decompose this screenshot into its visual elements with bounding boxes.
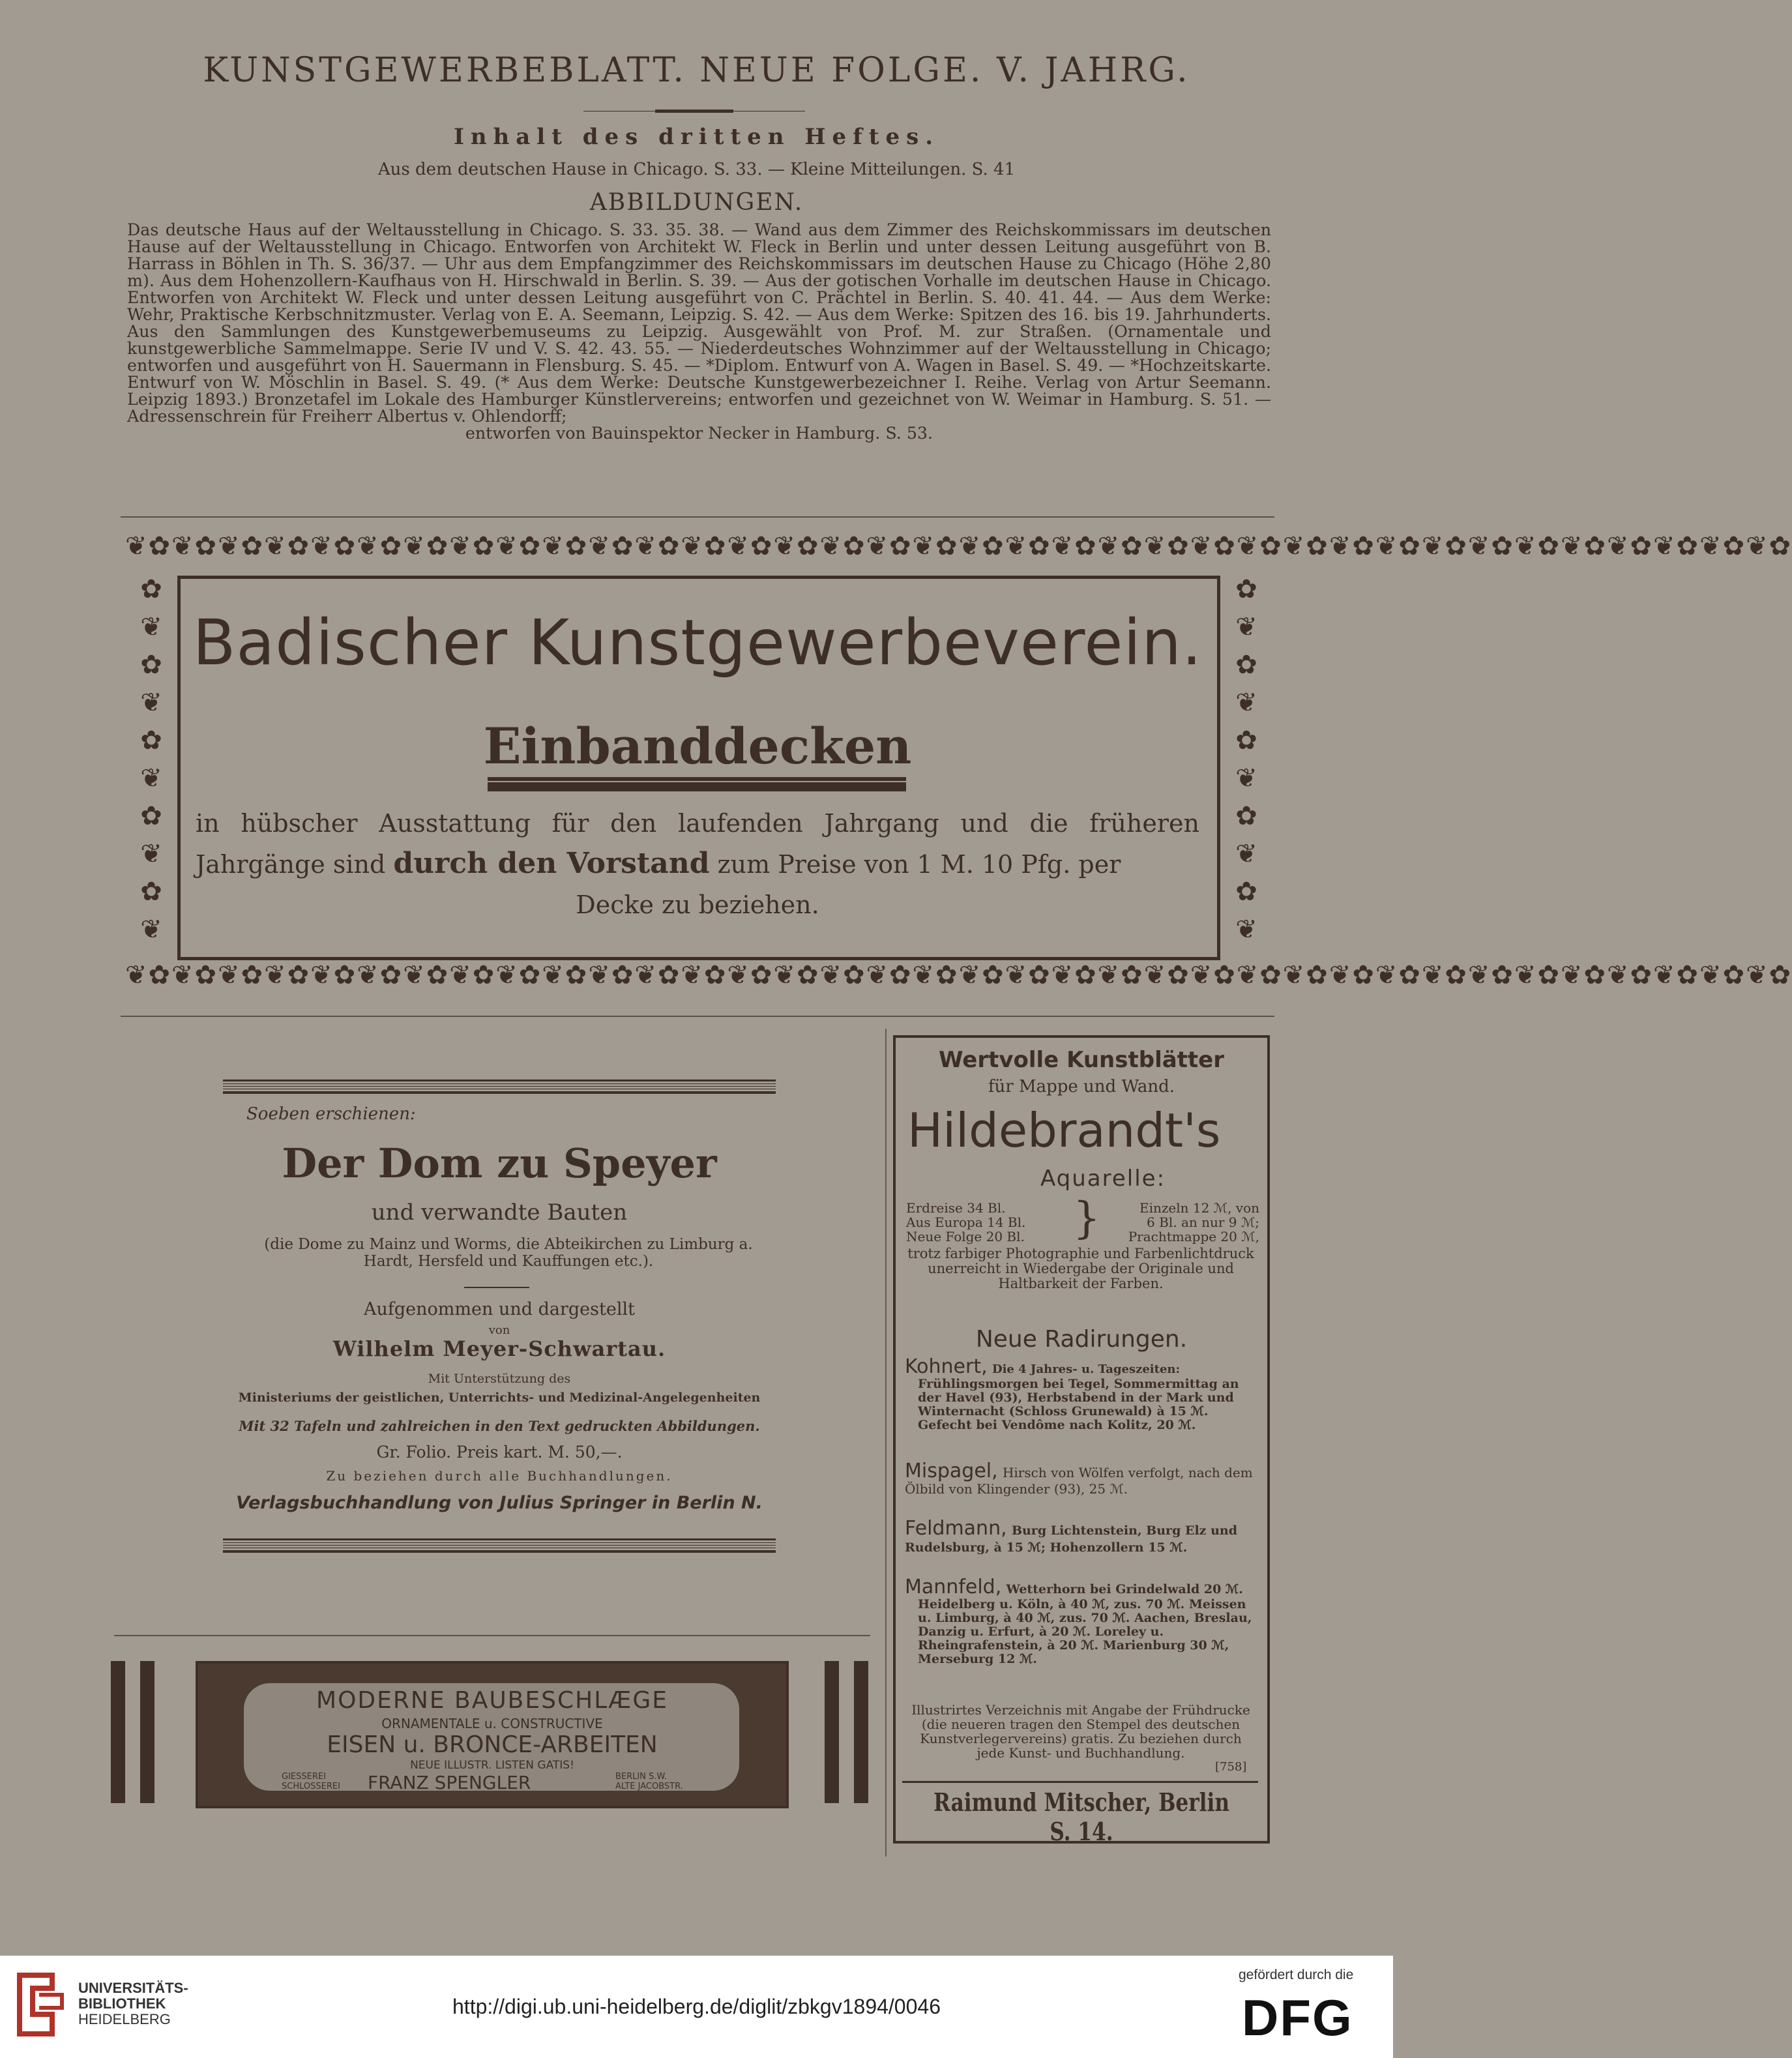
dom-plates: Mit 32 Tafeln und zahlreichen in den Text gedruckten Abbildungen. xyxy=(239,1418,760,1434)
mannfeld-list: Heidelberg u. Köln, à 40 ℳ, zus. 70 ℳ. Meissen u. Limburg, à 40 ℳ, zus. 70 ℳ. Aachen, Breslau, Danzig u. Erfurt, à 20 ℳ. Loreley u. Rheingrafenstein, à 20 ℳ. Marienburg 30 ℳ, Merseburg 12 ℳ. xyxy=(918,1597,1252,1666)
badischer-text-c: Decke zu beziehen. xyxy=(576,890,819,919)
spengler-left-small-2: SCHLOSSEREI xyxy=(282,1782,340,1791)
abbildungen-title: ABBILDUNGEN. xyxy=(589,189,804,216)
aquarelle-brace: } xyxy=(1073,1193,1100,1243)
feldmann-name: Feldmann, xyxy=(905,1517,1007,1540)
library-line-1: UNIVERSITÄTS- xyxy=(78,1980,188,1996)
spengler-line4: NEUE ILLUSTR. LISTEN GATIS! xyxy=(410,1759,574,1772)
mannfeld-name: Mannfeld, xyxy=(905,1576,1002,1598)
kunstblaetter-rule xyxy=(902,1781,1258,1783)
aquarelle-right-1: Einzeln 12 ℳ, von xyxy=(1139,1200,1259,1216)
badischer-title: Badischer Kunstgewerbeverein. xyxy=(192,606,1203,679)
spengler-bar-left-2 xyxy=(140,1661,154,1803)
badischer-text xyxy=(196,803,1199,925)
spengler-name: FRANZ SPENGLER xyxy=(368,1772,531,1793)
left-column-rule xyxy=(114,1635,870,1636)
spengler-bar-right-2 xyxy=(854,1661,868,1803)
mispagel-name: Mispagel, xyxy=(905,1460,998,1482)
aquarelle-label: Aquarelle: xyxy=(1040,1166,1166,1192)
dom-author: Wilhelm Meyer-Schwartau. xyxy=(332,1336,666,1361)
library-name xyxy=(78,1980,188,2027)
dom-support1: Mit Unterstützung des xyxy=(428,1372,571,1386)
dom-top-rule xyxy=(223,1080,776,1094)
dom-recorded: Aufgenommen und dargestellt xyxy=(364,1299,635,1319)
contents-title: Inhalt des dritten Heftes. xyxy=(453,124,940,150)
dfg-logo: DFG xyxy=(1242,1989,1353,2046)
contents-line: Aus dem deutschen Hause in Chicago. S. 33. — Kleine Mitteilungen. S. 41 xyxy=(377,160,1016,179)
mispagel-block xyxy=(905,1460,1257,1497)
kohnert-rest: Die 4 Jahres- u. Tageszeiten: xyxy=(991,1362,1181,1376)
mannfeld-block xyxy=(905,1576,1257,1666)
badischer-text-a: in hübscher Ausstattung für den laufenden Jahrgang und die früheren Jahrgänge sind xyxy=(196,809,1199,879)
kohnert-name: Kohnert, xyxy=(905,1355,988,1378)
einbanddecken-title: Einbanddecken xyxy=(483,717,912,775)
badischer-text-b: zum Preise von 1 M. 10 Pfg. per xyxy=(709,850,1121,879)
dom-bottom-rule xyxy=(223,1538,776,1553)
dom-price: Gr. Folio. Preis kart. M. 50,—. xyxy=(376,1443,623,1462)
dom-intro: Soeben erschienen: xyxy=(246,1104,416,1124)
ornament-right: ✿ ❦ ✿ ❦ ✿ ❦ ✿ ❦ ✿ ❦ xyxy=(1235,574,1257,945)
aquarelle-row-1: Erdreise 34 Bl. xyxy=(906,1200,1006,1216)
spengler-plaque xyxy=(196,1661,789,1808)
spengler-left-small-1: GIESSEREI xyxy=(282,1772,326,1782)
mannfeld-text: Wetterhorn bei Grindelwald 20 ℳ. xyxy=(1006,1582,1243,1596)
dom-short-rule xyxy=(464,1287,529,1288)
spengler-left-small xyxy=(282,1772,340,1791)
dom-support2: Ministeriums der geistlichen, Unterrichts- und Medizinal-Angelegenheiten xyxy=(238,1390,761,1405)
kunstblaetter-title: Wertvolle Kunstblätter xyxy=(938,1047,1224,1073)
dom-subtitle: und verwandte Bauten xyxy=(371,1199,628,1226)
library-logo-icon xyxy=(13,1969,65,2040)
spengler-bar-left-1 xyxy=(111,1661,125,1803)
aquarelle-row-2: Aus Europa 14 Bl. xyxy=(906,1214,1026,1230)
mispagel-text: Hirsch von Wölfen verfolgt, nach dem Ölbild von Klingender (93), 25 ℳ. xyxy=(905,1465,1253,1497)
mitscher-publisher: Raimund Mitscher, Berlin S. 14. xyxy=(933,1787,1230,1846)
digitization-footer xyxy=(0,1956,1393,2058)
feldmann-text: Burg Lichtenstein, Burg Elz und Rudelsburg, à 15 ℳ; Hohenzollern 15 ℳ. xyxy=(905,1523,1237,1555)
ornament-top: ❦✿❦✿❦✿❦✿❦✿❦✿❦✿❦✿❦✿❦✿❦✿❦✿❦✿❦✿❦✿❦✿❦✿❦✿❦✿❦✿❦✿❦✿❦✿❦✿❦✿❦✿❦✿❦✿❦✿❦✿❦✿❦✿❦✿❦✿❦✿❦✿ xyxy=(125,531,1792,561)
ref-number: [758] xyxy=(1215,1760,1247,1774)
spengler-line3: EISEN u. BRONCE-ARBEITEN xyxy=(327,1731,658,1758)
spengler-line1: MODERNE BAUBESCHLÆGE xyxy=(316,1687,668,1714)
einband-bar xyxy=(488,782,906,791)
spengler-right-small-2: ALTE JACOBSTR. xyxy=(615,1782,683,1791)
badischer-text-bold: durch den Vorstand xyxy=(393,847,710,880)
aquarelle-right-2: 6 Bl. an nur 9 ℳ; xyxy=(1147,1214,1259,1230)
spengler-right-small-1: BERLIN S.W. xyxy=(615,1772,667,1782)
dom-paren: (die Dome zu Mainz und Worms, die Abteikirchen zu Limburg a. Hardt, Hersfeld und Kauffungen etc.). xyxy=(264,1236,753,1270)
verzeichnis: Illustrirtes Verzeichnis mit Angabe der Frühdrucke (die neueren tragen den Stempel des deutschen Kunstverlegervereins) gratis. Zu beziehen durch jede Kunst- und Buchhandlung. xyxy=(911,1702,1250,1761)
abbildungen-text xyxy=(127,222,1271,442)
ornament-bottom: ❦✿❦✿❦✿❦✿❦✿❦✿❦✿❦✿❦✿❦✿❦✿❦✿❦✿❦✿❦✿❦✿❦✿❦✿❦✿❦✿❦✿❦✿❦✿❦✿❦✿❦✿❦✿❦✿❦✿❦✿❦✿❦✿❦✿❦✿❦✿❦✿ xyxy=(125,960,1792,990)
aquarelle-right-3: Prachtmappe 20 ℳ, xyxy=(1128,1229,1259,1244)
aquarelle-note: trotz farbiger Photographie und Farbenlichtdruck unerreicht in Wiedergabe der Originale und Haltbarkeit der Farben. xyxy=(907,1246,1254,1291)
abbildungen-body: Das deutsche Haus auf der Weltausstellung in Chicago. S. 33. 35. 38. — Wand aus dem Zimmer des Reichskommissars im deutschen Hause auf der Weltausstellung in Chicago. Entworfen von Architekt W. Fleck in Berlin und unter dessen Leitung ausgeführt von B. Harrass in Böhlen in Th. S. 36/37. — Uhr aus dem Empfangzimmer des Reichskommissars im deutschen Hause zu Chicago (Höhe 2,80 m). Aus dem Hohenzollern-Kaufhaus von H. Hirschwald in Berlin. S. 39. — Aus der gotischen Vorhalle im deutschen Hause in Chicago. Entworfen von Architekt W. Fleck und unter dessen Leitung ausgeführt von C. Prächtel in Berlin. S. 40. 41. 44. — Aus dem Werke: Wehr, Praktische Kerbschnitzmuster. Verlag von E. A. Seemann, Leipzig. S. 42. — Aus dem Werke: Spitzen des 16. bis 19. Jahrhunderts. Aus den Sammlungen des Kunstgewerbemuseums zu Leipzig. Ausgewählt von Prof. M. zur Straßen. (Ornamentale und kunstgewerbliche Sammelmappe. Serie IV und V. S. 42. 43. 55. — Niederdeutsches Wohnzimmer auf der Weltausstellung in Chicago; entworfen und ausgeführt von H. Sauermann in Flensburg. S. 45. — *Diplom. Entwurf von A. Wagen in Basel. S. 49. — *Hochzeitskarte. Entwurf von W. Möschlin in Basel. S. 49. (* Aus dem Werke: Deutsche Kunstgewerbezeichner I. Reihe. Verlag von Artur Seemann. Leipzig 1893.) Bronzetafel im Lokale des Hamburger Künstlervereins; entworfen und gezeichnet von W. Weimar in Hamburg. S. 51. — Adressenschrein für Freiherr Albertus v. Ohlendorff; xyxy=(127,220,1271,426)
lower-section-rule xyxy=(121,1016,1274,1017)
spengler-line2: ORNAMENTALE u. CONSTRUCTIVE xyxy=(381,1716,603,1731)
column-divider xyxy=(885,1029,887,1857)
digital-url-link[interactable]: http://digi.ub.uni-heidelberg.de/diglit/zbkgv1894/0046 xyxy=(452,1995,941,2018)
kunstblaetter-sub: für Mappe und Wand. xyxy=(988,1077,1175,1096)
abbildungen-last-line: entworfen von Bauinspektor Necker in Hamburg. S. 53. xyxy=(465,424,933,443)
journal-header: KUNSTGEWERBEBLATT. NEUE FOLGE. V. JAHRG. xyxy=(203,51,1190,90)
hildebrandt-name: Hildebrandt's xyxy=(907,1103,1221,1158)
kohnert-text: Frühlingsmorgen bei Tegel, Sommermittag an der Havel (93), Herbstabend in der Mark und Winternacht (Schloss Grunewald) à 15 ℳ. Gefecht bei Vendôme nach Kolitz, 20 ℳ. xyxy=(918,1377,1239,1432)
spengler-right-small xyxy=(615,1772,683,1791)
ornament-left: ✿ ❦ ✿ ❦ ✿ ❦ ✿ ❦ ✿ ❦ xyxy=(140,574,162,945)
library-line-2: BIBLIOTHEK xyxy=(78,1995,166,2012)
aquarelle-rows xyxy=(906,1201,1063,1244)
dom-von: von xyxy=(488,1323,510,1337)
spengler-bar-right-1 xyxy=(825,1661,839,1803)
dom-title: Der Dom zu Speyer xyxy=(282,1139,717,1187)
funded-by: gefördert durch die xyxy=(1239,1967,1354,1982)
dom-obtain: Zu beziehen durch alle Buchhandlungen. xyxy=(326,1468,673,1484)
kohnert-block xyxy=(905,1355,1257,1432)
kunstblaetter-box xyxy=(893,1035,1270,1844)
einband-underline xyxy=(488,777,906,781)
library-line-3: HEIDELBERG xyxy=(78,2011,171,2027)
radierungen-title: Neue Radirungen. xyxy=(975,1326,1188,1353)
aquarelle-rows-right xyxy=(1103,1201,1259,1244)
aquarelle-row-3: Neue Folge 20 Bl. xyxy=(906,1229,1025,1244)
dom-publisher: Verlagsbuchhandlung von Julius Springer in Berlin N. xyxy=(236,1493,763,1513)
section-rule xyxy=(121,516,1274,518)
feldmann-block xyxy=(905,1517,1257,1556)
